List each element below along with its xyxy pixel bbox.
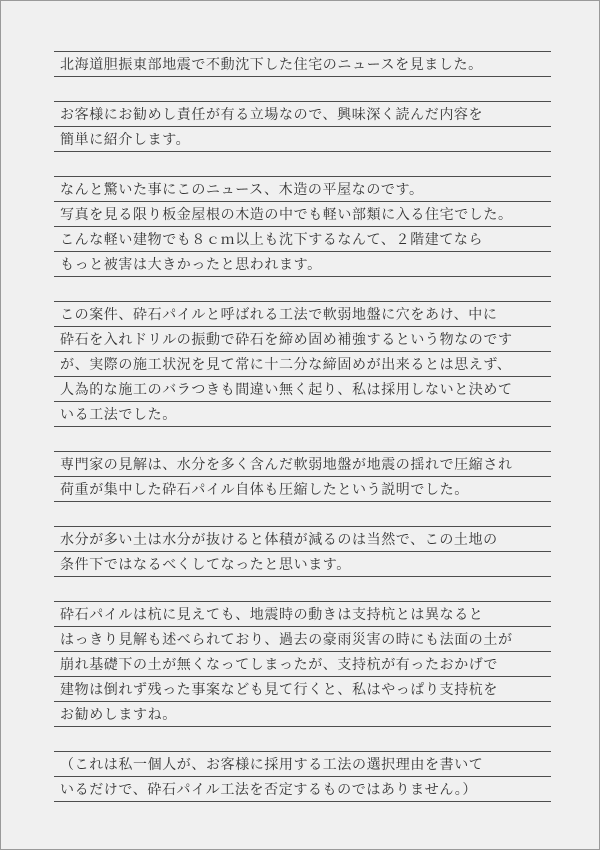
line-text: こんな軽い建物でも８ｃｍ以上も沈下するなんて、２階建てなら xyxy=(60,232,484,248)
text-line xyxy=(54,601,551,626)
ruled-text-area xyxy=(54,51,551,802)
line-text: 荷重が集中した砕石パイル自体も圧縮したという説明でした。 xyxy=(60,482,469,498)
text-line xyxy=(54,651,551,676)
blank-line xyxy=(54,76,551,101)
text-line xyxy=(54,301,551,326)
text-line xyxy=(54,351,551,376)
line-text: が、実際の施工状況を見て常に十二分な締固めが出来るとは思えず、 xyxy=(60,357,512,373)
line-text: この案件、砕石パイルと呼ばれる工法で軟弱地盤に穴をあけ、中に xyxy=(60,307,498,323)
text-line xyxy=(54,401,551,426)
text-line xyxy=(54,476,551,501)
line-text: 崩れ基礎下の土が無くなってしまったが、支持杭が有ったおかげで xyxy=(60,657,498,673)
text-line xyxy=(54,101,551,126)
blank-line xyxy=(54,501,551,526)
line-text: いる工法でした。 xyxy=(60,407,177,423)
line-text: 簡単に紹介します。 xyxy=(60,132,191,148)
line-text: お勧めしますね。 xyxy=(60,707,177,723)
text-line xyxy=(54,251,551,276)
line-text: 条件下ではなるべくしてなったと思います。 xyxy=(60,557,351,573)
text-line xyxy=(54,776,551,802)
text-line xyxy=(54,176,551,201)
line-text: 人為的な施工のバラつきも間違い無く起り、私は採用しないと決めて xyxy=(60,382,513,398)
line-text: 砕石を入れドリルの振動で砕石を締め固め補強するという物なのです xyxy=(60,332,513,348)
line-text: （これは私一個人が、お客様に採用する工法の選択理由を書いて xyxy=(60,757,484,773)
blank-line xyxy=(54,426,551,451)
line-text: 建物は倒れず残った事案なども見て行くと、私はやっぱり支持杭を xyxy=(60,682,498,698)
text-line xyxy=(54,451,551,476)
line-text: 北海道胆振東部地震で不動沈下した住宅のニュースを見ました。 xyxy=(60,57,483,73)
text-line xyxy=(54,526,551,551)
blank-line xyxy=(54,276,551,301)
blank-line xyxy=(54,151,551,176)
blank-line xyxy=(54,576,551,601)
line-text: 写真を見る限り板金屋根の木造の中でも軽い部類に入る住宅でした。 xyxy=(60,207,513,223)
text-line xyxy=(54,326,551,351)
line-text: はっきり見解も述べられており、過去の豪雨災害の時にも法面の土が xyxy=(60,632,513,648)
text-line xyxy=(54,226,551,251)
blank-line xyxy=(54,726,551,751)
line-text: 砕石パイルは杭に見えても、地震時の動きは支持杭とは異なると xyxy=(60,607,484,623)
line-text: お客様にお勧めし責任が有る立場なので、興味深く読んだ内容を xyxy=(60,107,484,123)
line-text: 水分が多い土は水分が抜けると体積が減るのは当然で、この土地の xyxy=(60,532,498,548)
text-line xyxy=(54,626,551,651)
text-line xyxy=(54,201,551,226)
text-line xyxy=(54,676,551,701)
text-line xyxy=(54,551,551,576)
text-line xyxy=(54,126,551,151)
text-line xyxy=(54,701,551,726)
text-line xyxy=(54,51,551,76)
line-text: いるだけで、砕石パイル工法を否定するものではありません。） xyxy=(60,782,477,798)
text-line xyxy=(54,751,551,776)
line-text: もっと被害は大きかったと思われます。 xyxy=(60,257,322,273)
line-text: なんと驚いた事にこのニュース、木造の平屋なのです。 xyxy=(60,182,424,198)
line-text: 専門家の見解は、水分を多く含んだ軟弱地盤が地震の揺れで圧縮され xyxy=(60,457,513,473)
text-line xyxy=(54,376,551,401)
